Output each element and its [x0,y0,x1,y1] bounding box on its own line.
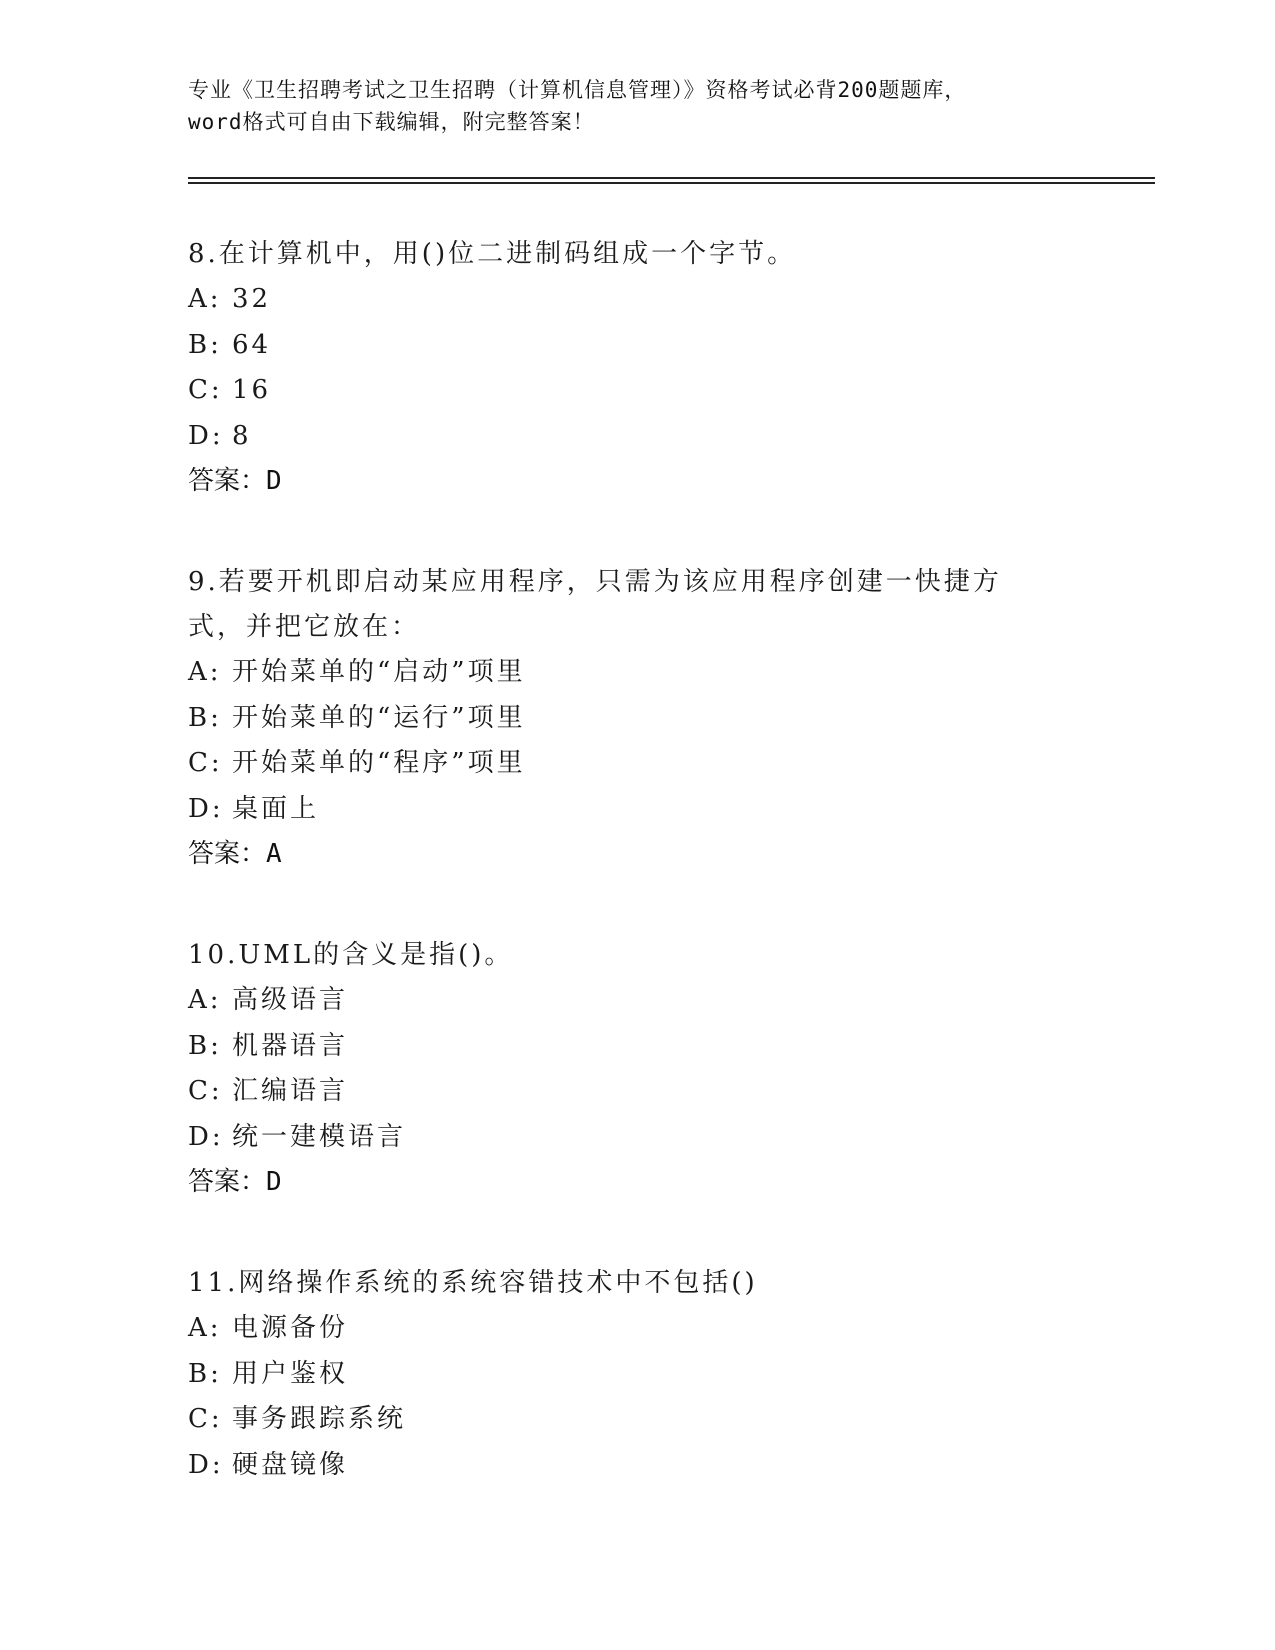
question-stem: 10.UML的含义是指()。 [188,940,514,970]
option-c [188,1069,1148,1115]
option-letter: B: [188,329,222,360]
question-stem: 9.若要开机即启动某应用程序，只需为该应用程序创建一快捷方式，并把它放在： [188,567,1002,642]
option-c [188,1397,1148,1443]
option-a [188,978,1148,1024]
option-letter: D: [188,1121,224,1152]
option-text: 桌面上 [232,793,320,824]
option-text: 事务跟踪系统 [232,1404,407,1434]
option-text: 开始菜单的“运行”项里 [232,702,526,733]
option-d [188,1443,1148,1489]
option-text: 开始菜单的“启动”项里 [232,657,526,687]
header-title-line-2: word格式可自由下载编辑，附完整答案！ [188,110,595,134]
option-a [188,277,1148,323]
question-list [188,232,1148,1544]
option-b [188,323,1148,369]
question-stem: 8.在计算机中，用()位二进制码组成一个字节。 [188,239,797,269]
option-b [188,1352,1148,1398]
option-letter: C: [188,1404,223,1434]
document-header [188,74,1088,138]
option-letter: C: [188,1076,223,1106]
option-text: 32 [232,284,272,314]
question-11 [188,1261,1148,1488]
option-letter: A: [188,284,222,314]
option-d [188,787,1148,833]
option-d [188,414,1148,460]
answer-line: 答案：D [188,1167,282,1197]
header-divider-bottom [188,182,1155,184]
question-8 [188,232,1148,504]
option-letter: D: [188,793,224,824]
option-b [188,696,1148,742]
option-letter: A: [188,1313,222,1343]
header-divider-top [188,177,1155,179]
option-text: 开始菜单的“程序”项里 [232,748,526,778]
option-d [188,1115,1148,1161]
option-text: 16 [232,375,272,405]
option-a [188,1306,1148,1352]
option-a [188,650,1148,696]
option-text: 统一建模语言 [232,1121,407,1152]
option-letter: A: [188,985,222,1015]
header-title-line-1: 专业《卫生招聘考试之卫生招聘（计算机信息管理）》资格考试必背200题题库， [188,78,967,102]
option-text: 高级语言 [232,985,349,1015]
option-text: 汇编语言 [232,1076,349,1106]
option-text: 64 [232,329,272,360]
option-letter: B: [188,702,222,733]
question-stem: 11.网络操作系统的系统容错技术中不包括() [188,1268,758,1298]
option-text: 机器语言 [232,1030,349,1061]
option-text: 电源备份 [232,1313,349,1343]
option-letter: D: [188,420,224,451]
option-c [188,741,1148,787]
option-text: 硬盘镜像 [232,1449,349,1480]
option-letter: C: [188,375,223,405]
option-letter: C: [188,748,223,778]
option-letter: A: [188,657,222,687]
option-text: 8 [232,420,252,451]
option-letter: D: [188,1449,224,1480]
question-10 [188,933,1148,1205]
answer-line: 答案：A [188,839,282,869]
option-b [188,1024,1148,1070]
option-c [188,368,1148,414]
option-letter: B: [188,1358,222,1389]
answer-line: 答案：D [188,466,282,496]
option-letter: B: [188,1030,222,1061]
question-9 [188,560,1148,877]
option-text: 用户鉴权 [232,1358,349,1389]
